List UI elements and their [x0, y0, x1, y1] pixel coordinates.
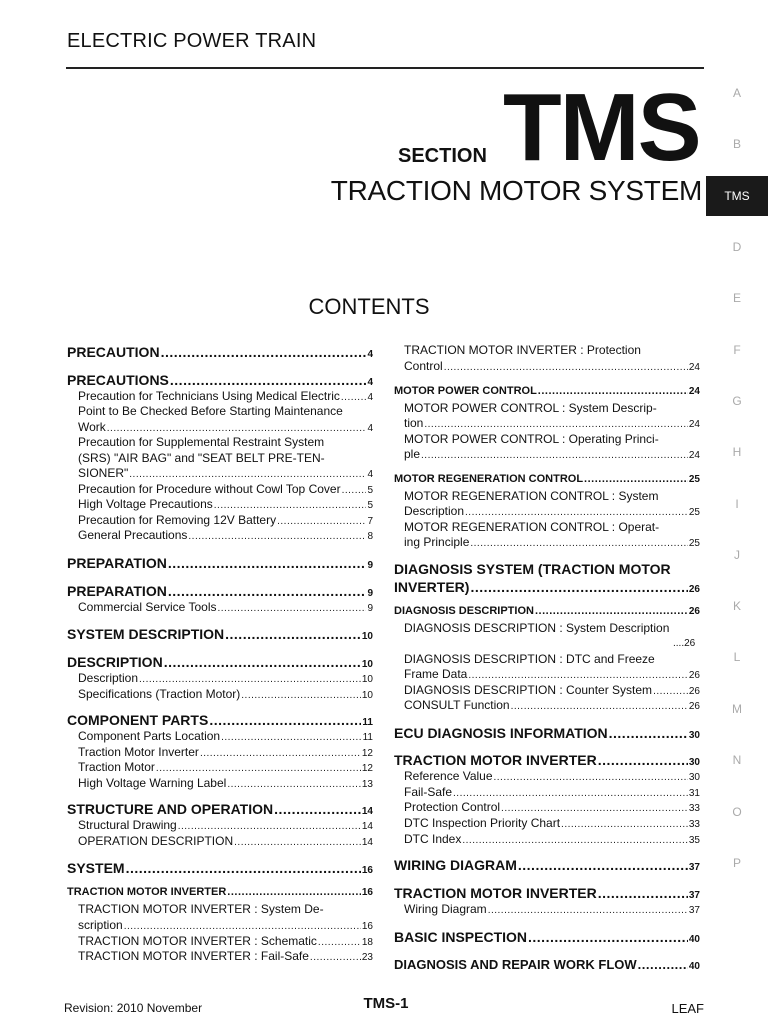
toc-entry[interactable]: Reference Value ..... 30 [404, 769, 700, 783]
toc-entry[interactable]: Precaution for Technicians Using Medical Electric ..... 4 [78, 389, 373, 403]
toc-entry-text: TRACTION MOTOR INVERTER : Protection [404, 343, 641, 357]
toc-entry-text: MOTOR REGENERATION CONTROL : System [404, 489, 659, 503]
toc-entry[interactable]: Commercial Service Tools ..... 9 [78, 600, 373, 614]
toc-entry-text: MOTOR REGENERATION CONTROL : Operat- [404, 520, 660, 534]
toc-entry-text: TRACTION MOTOR INVERTER : System De- [78, 902, 324, 916]
tab-o[interactable]: O [732, 805, 742, 819]
toc-entry-diagnosis-repair-work-flow[interactable]: DIAGNOSIS AND REPAIR WORK FLOW ..... 40 [394, 957, 700, 972]
toc-entry[interactable]: scription ..... 16 [78, 918, 373, 932]
toc-entry-description[interactable]: DESCRIPTION ..... 10 [67, 654, 373, 670]
toc-entry-text: Precaution for Supplemental Restraint System [78, 435, 325, 449]
toc-entry-text: DIAGNOSIS DESCRIPTION : System Description [404, 621, 670, 635]
toc-entry-system[interactable]: SYSTEM ..... 16 [67, 860, 373, 876]
toc-entry[interactable]: Description ..... 25 [404, 504, 700, 518]
toc-entry-system-description[interactable]: SYSTEM DESCRIPTION ..... 10 [67, 626, 373, 642]
manual-category-title: ELECTRIC POWER TRAIN [67, 30, 317, 52]
header-rule [66, 67, 704, 69]
tab-h[interactable]: H [732, 445, 742, 459]
tab-k[interactable]: K [732, 599, 741, 613]
toc-entry[interactable]: Specifications (Traction Motor) ..... 10 [78, 687, 373, 701]
toc-entry-text: (SRS) "AIR BAG" and "SEAT BELT PRE-TEN- [78, 451, 325, 465]
toc-entry-precautions[interactable]: PRECAUTIONS ..... 4 [67, 372, 373, 388]
toc-entry-preparation-sub[interactable]: PREPARATION ..... 9 [67, 583, 373, 599]
toc-entry-text: MOTOR POWER CONTROL : Operating Princi- [404, 432, 659, 446]
tab-f[interactable]: F [733, 343, 741, 357]
tab-a[interactable]: A [732, 86, 741, 100]
tab-b[interactable]: B [732, 137, 741, 151]
toc-entry-traction-motor-inverter-ecu[interactable]: TRACTION MOTOR INVERTER ..... 30 [394, 752, 700, 768]
toc-entry-preparation[interactable]: PREPARATION ..... 9 [67, 555, 373, 571]
toc-entry-text: Point to Be Checked Before Starting Maintenance [78, 404, 343, 418]
section-name: TRACTION MOTOR SYSTEM [330, 175, 702, 206]
tab-n[interactable]: N [732, 753, 742, 767]
toc-entry[interactable]: OPERATION DESCRIPTION ..... 14 [78, 834, 373, 848]
toc-entry[interactable]: Structural Drawing ..... 14 [78, 818, 373, 832]
toc-entry[interactable]: Work ..... 4 [78, 420, 373, 434]
toc-entry[interactable]: TRACTION MOTOR INVERTER : Fail-Safe ..... 23 [78, 949, 373, 963]
toc-entry[interactable]: SIONER" ..... 4 [78, 466, 373, 480]
tab-e[interactable]: E [732, 291, 741, 305]
revision-date: Revision: 2010 November [64, 1001, 203, 1015]
toc-entry[interactable]: High Voltage Warning Label ..... 13 [78, 776, 373, 790]
toc-entry[interactable]: High Voltage Precautions ..... 5 [78, 497, 373, 511]
section-label: SECTION [398, 145, 487, 167]
toc-page-number[interactable]: ....26 [673, 638, 696, 649]
tab-d[interactable]: D [732, 240, 742, 254]
toc-entry[interactable]: ing Principle ..... 25 [404, 535, 700, 549]
tab-tms[interactable]: TMS [706, 176, 768, 216]
tab-p[interactable]: P [732, 856, 741, 870]
toc-entry-wiring-diagram[interactable]: WIRING DIAGRAM ..... 37 [394, 857, 700, 873]
toc-entry[interactable]: Wiring Diagram ..... 37 [404, 902, 700, 916]
toc-entry-motor-power-control[interactable]: MOTOR POWER CONTROL ..... 24 [394, 385, 700, 397]
contents-title: CONTENTS [308, 294, 430, 319]
toc-entry[interactable]: General Precautions ..... 8 [78, 528, 373, 542]
tab-g[interactable]: G [732, 394, 742, 408]
tab-l[interactable]: L [733, 650, 741, 664]
toc-entry[interactable]: ple ..... 24 [404, 447, 700, 461]
tab-j[interactable]: J [734, 548, 740, 562]
toc-entry-text: MOTOR POWER CONTROL : System Descrip- [404, 401, 657, 415]
toc-entry[interactable]: Traction Motor Inverter ..... 12 [78, 745, 373, 759]
toc-entry[interactable]: DTC Inspection Priority Chart ..... 33 [404, 816, 700, 830]
toc-entry-text: DIAGNOSIS DESCRIPTION : DTC and Freeze [404, 652, 655, 666]
toc-entry-diagnosis-system[interactable]: INVERTER) ..... 26 [394, 579, 700, 595]
toc-entry-text: DIAGNOSIS SYSTEM (TRACTION MOTOR [394, 561, 671, 577]
toc-entry-diagnosis-description[interactable]: DIAGNOSIS DESCRIPTION ..... 26 [394, 605, 700, 617]
toc-entry-traction-motor-inverter-wiring[interactable]: TRACTION MOTOR INVERTER ..... 37 [394, 885, 700, 901]
toc-entry[interactable]: TRACTION MOTOR INVERTER : Schematic ..... 18 [78, 934, 373, 948]
tab-i[interactable]: I [735, 497, 739, 511]
toc-entry-component-parts[interactable]: COMPONENT PARTS ..... 11 [67, 712, 373, 728]
vehicle-model: LEAF [671, 1001, 704, 1016]
toc-entry-ecu-diagnosis[interactable]: ECU DIAGNOSIS INFORMATION ..... 30 [394, 725, 700, 741]
toc-entry[interactable]: Component Parts Location ..... 11 [78, 729, 373, 743]
page-number: TMS-1 [363, 995, 409, 1012]
toc-entry-motor-regeneration-control[interactable]: MOTOR REGENERATION CONTROL ..... 25 [394, 473, 700, 485]
toc-entry[interactable]: DTC Index ..... 35 [404, 832, 700, 846]
toc-entry-basic-inspection[interactable]: BASIC INSPECTION ..... 40 [394, 929, 700, 945]
toc-entry[interactable]: Fail-Safe ..... 31 [404, 785, 700, 799]
tab-m[interactable]: M [732, 702, 742, 716]
toc-entry[interactable]: Traction Motor ..... 12 [78, 760, 373, 774]
section-code: TMS [503, 74, 700, 181]
toc-entry-traction-motor-inverter[interactable]: TRACTION MOTOR INVERTER ..... 16 [67, 886, 373, 898]
toc-entry[interactable]: Protection Control ..... 33 [404, 800, 700, 814]
toc-entry[interactable]: Precaution for Removing 12V Battery ..... 7 [78, 513, 373, 527]
toc-entry-precaution[interactable]: PRECAUTION ..... 4 [67, 344, 373, 360]
toc-entry[interactable]: Precaution for Procedure without Cowl Top Cover ..... 5 [78, 482, 373, 496]
toc-entry[interactable]: tion ..... 24 [404, 416, 700, 430]
toc-entry[interactable]: DIAGNOSIS DESCRIPTION : Counter System ..... 26 [404, 683, 700, 697]
toc-entry[interactable]: Description ..... 10 [78, 671, 373, 685]
toc-entry[interactable]: Frame Data ..... 26 [404, 667, 700, 681]
toc-entry-structure-operation[interactable]: STRUCTURE AND OPERATION ..... 14 [67, 801, 373, 817]
toc-entry[interactable]: Control ..... 24 [404, 359, 700, 373]
toc-entry[interactable]: CONSULT Function ..... 26 [404, 698, 700, 712]
